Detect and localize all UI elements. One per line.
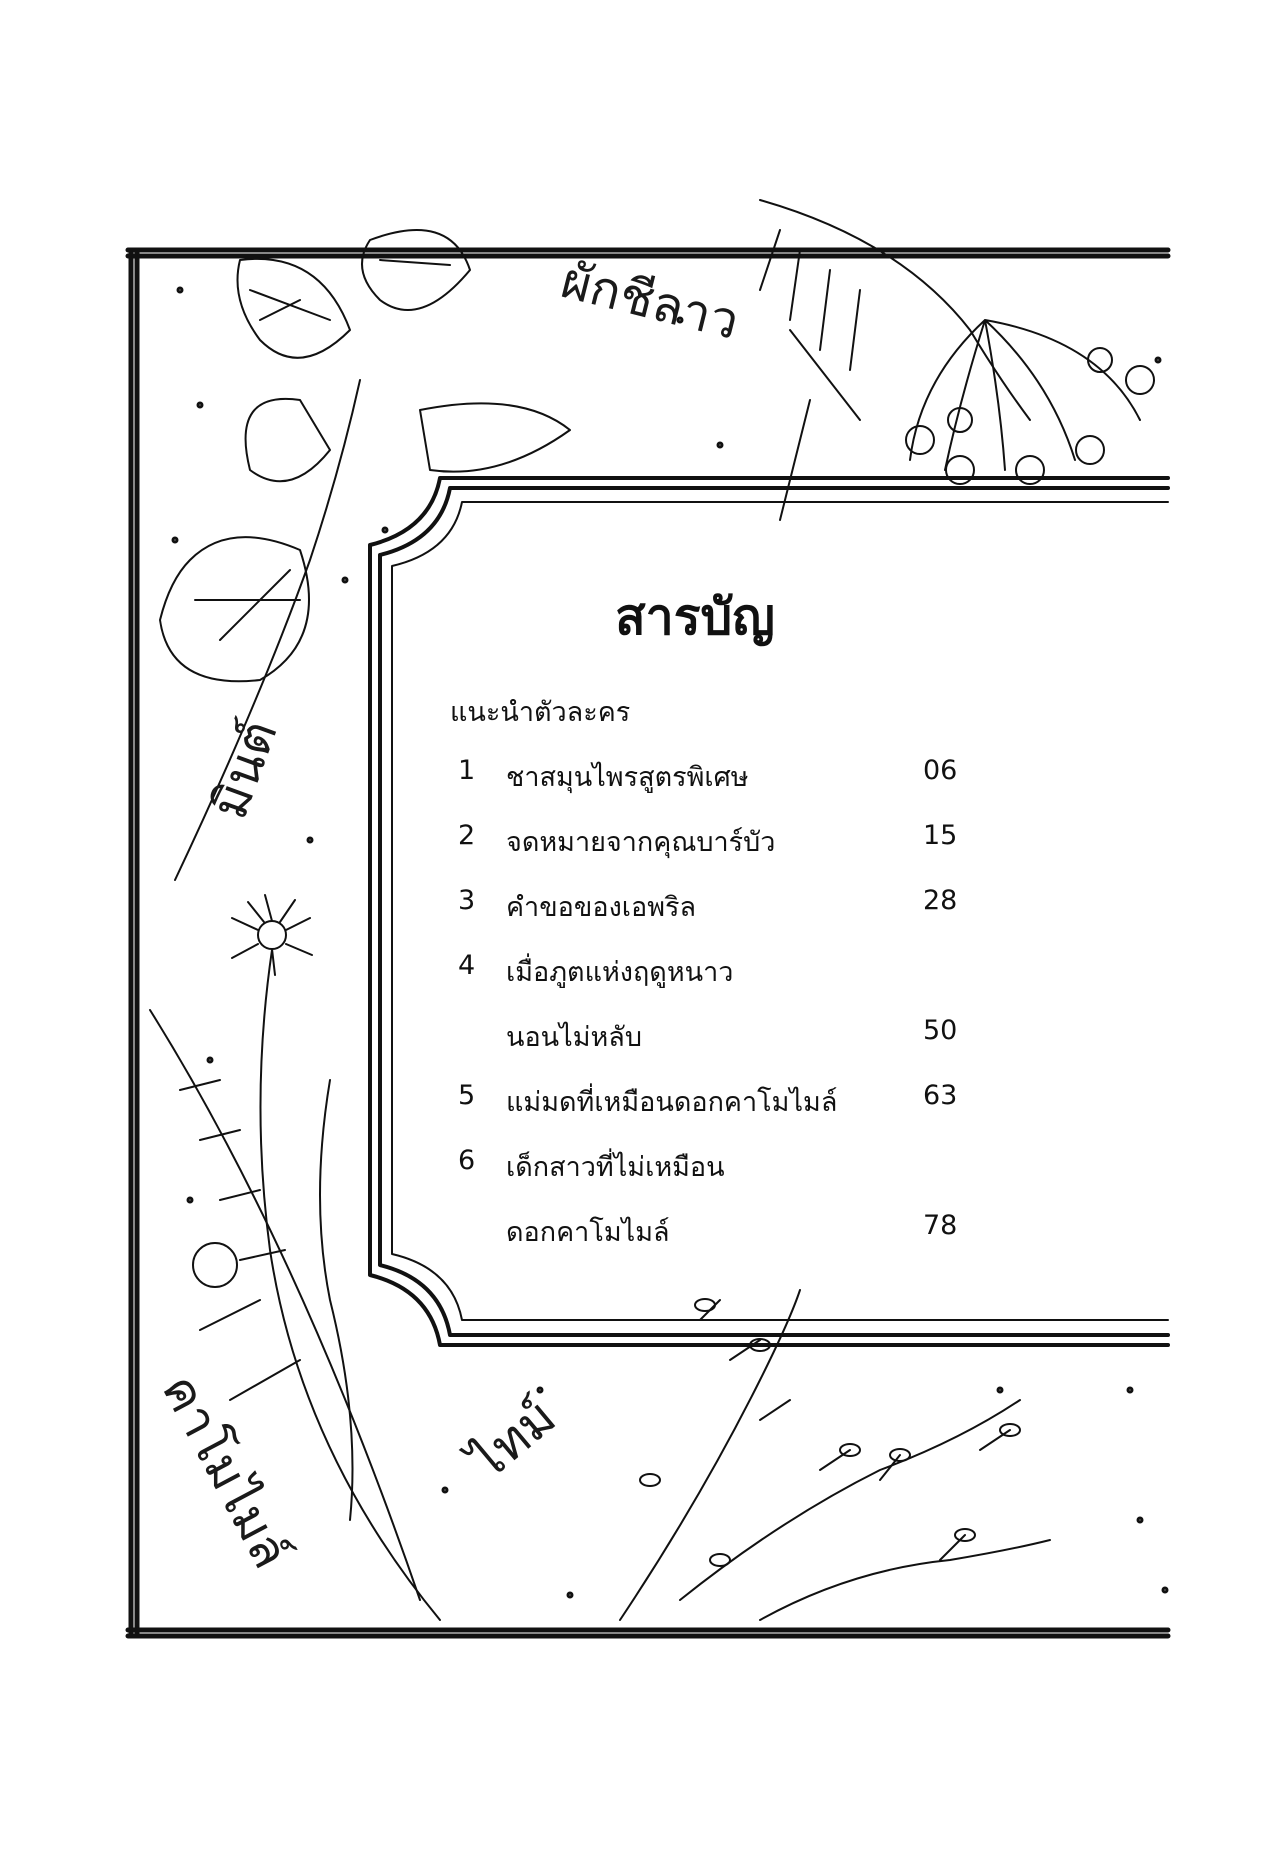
chapter-number: 1 <box>458 755 476 786</box>
page-number: 63 <box>923 1080 958 1111</box>
page-number: 50 <box>923 1015 958 1046</box>
toc-row <box>450 1145 970 1185</box>
chapter-title: เมื่อภูตแห่งฤดูหนาว <box>506 957 734 988</box>
chapter-number: 6 <box>458 1145 476 1176</box>
chapter-title: นอนไม่หลับ <box>506 1022 642 1053</box>
toc-row <box>450 885 970 925</box>
page-number: 06 <box>923 755 958 786</box>
chapter-title: แม่มดที่เหมือนดอกคาโมไมล์ <box>506 1087 838 1118</box>
chapter-title: ชาสมุนไพรสูตรพิเศษ <box>506 762 749 793</box>
toc-title: สารบัญ <box>615 588 775 646</box>
chapter-number: 2 <box>458 820 476 851</box>
herb-label-mint: มินต์ <box>200 712 289 827</box>
herb-label-chamomile: คาโมไมล์ <box>150 1364 301 1578</box>
chapter-number: 3 <box>458 885 476 916</box>
chapter-title: จดหมายจากคุณบาร์บัว <box>506 827 776 858</box>
page-number: 15 <box>923 820 958 851</box>
chapter-title: เด็กสาวที่ไม่เหมือน <box>506 1152 725 1183</box>
herb-label-thyme: ไทม์ <box>459 1387 567 1491</box>
toc-row <box>450 950 970 990</box>
chapter-number: 5 <box>458 1080 476 1111</box>
chapter-title: คำขอของเอพริล <box>506 892 697 923</box>
thyme-illustration <box>620 1290 1050 1620</box>
chapter-number: 4 <box>458 950 476 981</box>
toc-row <box>450 1080 970 1120</box>
toc-row <box>450 755 970 795</box>
page-number: 78 <box>923 1210 958 1241</box>
toc-intro: แนะนำตัวละคร <box>450 697 631 728</box>
page-number: 28 <box>923 885 958 916</box>
toc-row <box>450 1210 970 1250</box>
toc-row <box>450 1015 970 1055</box>
chamomile-illustration <box>150 895 440 1620</box>
herb-label-parsley: ผักชีลาว <box>555 251 745 351</box>
chapter-title: ดอกคาโมไมล์ <box>506 1217 670 1248</box>
toc-row <box>450 820 970 860</box>
